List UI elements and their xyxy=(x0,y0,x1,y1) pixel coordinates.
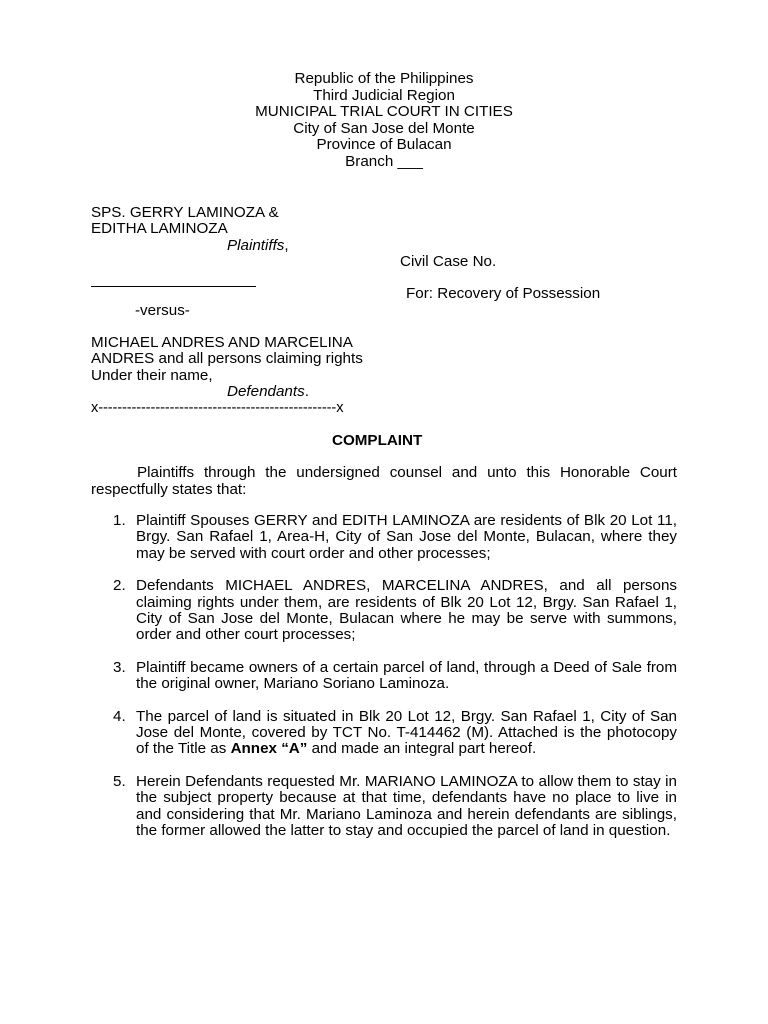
item-text: Plaintiff became owners of a certain parcel of land, through a Deed of Sale from the original owner, Mariano Soriano Laminoza. xyxy=(136,658,677,693)
plaintiffs-role xyxy=(227,238,289,255)
list-item xyxy=(91,709,677,758)
court-header xyxy=(0,71,768,170)
item-text: Defendants MICHAEL ANDRES, MARCELINA ANDRES, and all persons claiming rights under them, are residents of Blk 20 Lot 12, Brgy. San Rafael 1, City of San Jose del Monte, Bulacan where he may be serve with summons, order and other court processes; xyxy=(136,577,677,644)
intro-text: Plaintiffs through the undersigned counsel and unto this Honorable Court respectfully states that: xyxy=(91,464,677,498)
caption-separator: x--------------------------------------------------x xyxy=(91,400,344,416)
header-line-republic: Republic of the Philippines xyxy=(294,70,474,87)
civil-case-blank-line xyxy=(91,286,256,287)
defendants-name-line1: MICHAEL ANDRES AND MARCELINA xyxy=(91,334,353,351)
plaintiffs-name-line2: EDITHA LAMINOZA xyxy=(91,220,228,237)
item-text-before: The parcel of land is situated in Blk 20 Lot 12, Brgy. San Rafael 1, City of San Jose del Monte, covered by TCT No. T-414462 (M). Attached is the photocopy of the Title as xyxy=(136,707,677,758)
annex-reference: Annex “A” xyxy=(230,740,308,758)
header-line-city: City of San Jose del Monte xyxy=(293,119,475,137)
branch-blank: ___ xyxy=(397,152,423,170)
header-line-region: Third Judicial Region xyxy=(313,86,455,104)
versus-label: -versus- xyxy=(135,302,190,319)
defendants-role-text: Defendants xyxy=(227,383,305,400)
defendants-name-line3: Under their name, xyxy=(91,367,213,384)
list-item xyxy=(91,660,677,693)
item-number: 5. xyxy=(113,772,126,790)
header-line-province: Province of Bulacan xyxy=(316,136,452,153)
case-nature: For: Recovery of Possession xyxy=(406,285,601,302)
item-text-after: and made an integral part hereof. xyxy=(307,740,537,758)
item-number: 2. xyxy=(113,577,126,595)
item-text: Herein Defendants requested Mr. MARIANO LAMINOZA to allow them to stay in the subject property because at that time, defendants have no place to live in and considering that Mr. Mariano Laminoza and herein defendants are siblings, the former allowed the latter to stay and occupied the parcel of land in question. xyxy=(136,772,677,840)
header-line-court: MUNICIPAL TRIAL COURT IN CITIES xyxy=(255,103,513,120)
item-number: 4. xyxy=(113,707,126,725)
list-item xyxy=(91,578,677,644)
list-item xyxy=(91,774,677,840)
allegations-list xyxy=(91,513,677,856)
defendants-name-line2: ANDRES and all persons claiming rights xyxy=(91,350,363,367)
document-title: COMPLAINT xyxy=(332,432,423,449)
plaintiffs-role-text: Plaintiffs xyxy=(227,237,285,254)
list-item xyxy=(91,513,677,562)
plaintiffs-name-line1: SPS. GERRY LAMINOZA & xyxy=(91,204,279,221)
civil-case-label: Civil Case No. xyxy=(400,253,497,270)
branch-label: Branch xyxy=(345,152,394,170)
plaintiffs-role-punct: , xyxy=(284,237,289,254)
header-line-branch xyxy=(0,154,768,171)
item-text: Plaintiff Spouses GERRY and EDITH LAMINOZA are residents of Blk 20 Lot 11, Brgy. San Rafael 1, Area-H, City of San Jose del Monte, Bulacan, where they may be served with court order and other processes; xyxy=(136,512,677,562)
defendants-role xyxy=(227,384,309,401)
item-number: 3. xyxy=(113,658,126,676)
defendants-role-punct: . xyxy=(304,383,309,400)
intro-paragraph xyxy=(91,465,677,498)
item-number: 1. xyxy=(113,512,126,529)
